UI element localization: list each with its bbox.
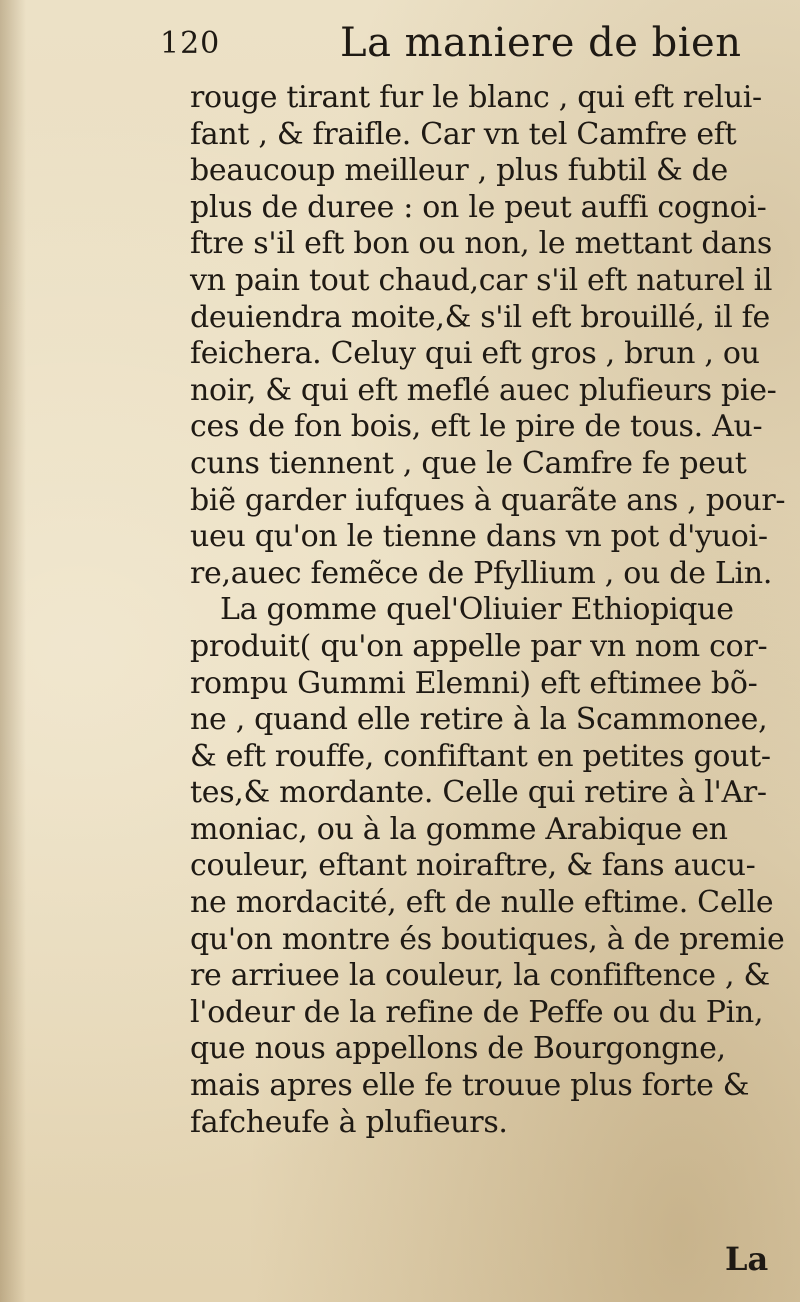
text-line: que nous appellons de Bourgongne,	[190, 1031, 726, 1067]
text-line: La gomme quel'Oliuier Ethiopique	[220, 592, 734, 628]
text-line: moniac, ou à la gomme Arabique en	[190, 811, 728, 847]
running-head: La maniere de bien	[340, 20, 742, 66]
text-line: rompu Gummi Elemni) eft eftimee bõ-	[190, 665, 758, 701]
text-line: produit( qu'on appelle par vn nom cor-	[190, 628, 768, 664]
text-line: qu'on montre és boutiques, à de premie	[190, 921, 785, 957]
text-line: ne mordacité, eft de nulle eftime. Celle	[190, 885, 774, 921]
text-line: fafcheufe à plufieurs.	[190, 1104, 508, 1140]
text-line: vn pain tout chaud,car s'il eft naturel il	[190, 262, 773, 298]
text-line: ftre s'il eft bon ou non, le mettant dans	[190, 226, 772, 262]
text-line: noir, & qui eft meflé auec plufieurs pie-	[190, 372, 777, 408]
text-line: ces de fon bois, eft le pire de tous. Au-	[190, 409, 763, 445]
text-line: ueu qu'on le tienne dans vn pot d'yuoi-	[190, 519, 768, 555]
text-line: re arriuee la couleur, la confiftence , &	[190, 958, 770, 994]
text-line: fant , & fraifle. Car vn tel Camfre eft	[190, 116, 737, 152]
catchword: La	[725, 1240, 769, 1278]
text-line: l'odeur de la refine de Peffe ou du Pin,	[190, 994, 764, 1030]
text-line: re,auec femẽce de Pfyllium , ou de Lin.	[190, 555, 773, 591]
binding-shadow	[0, 0, 26, 1302]
text-line: plus de duree : on le peut auffi cognoi-	[190, 189, 767, 225]
body-text	[190, 80, 790, 1141]
text-line: cuns tiennent , que le Camfre fe peut	[190, 445, 747, 481]
text-line: mais apres elle fe trouue plus forte &	[190, 1068, 750, 1104]
text-line: feichera. Celuy qui eft gros , brun , ou	[190, 336, 760, 372]
text-line: tes,& mordante. Celle qui retire à l'Ar-	[190, 775, 767, 811]
text-line: biẽ garder iufques à quarãte ans , pour-	[190, 482, 786, 518]
text-line: beaucoup meilleur , plus fubtil & de	[190, 153, 728, 189]
text-line: & eft rouffe, confiftant en petites gout-	[190, 738, 771, 774]
text-line: deuiendra moite,& s'il eft brouillé, il fe	[190, 299, 770, 335]
text-line: rouge tirant fur le blanc , qui eft relui-	[190, 80, 762, 115]
text-line: ne , quand elle retire à la Scammonee,	[190, 702, 768, 738]
text-line: couleur, eftant noiraftre, & fans aucu-	[190, 848, 756, 884]
page-number: 120	[160, 26, 221, 61]
